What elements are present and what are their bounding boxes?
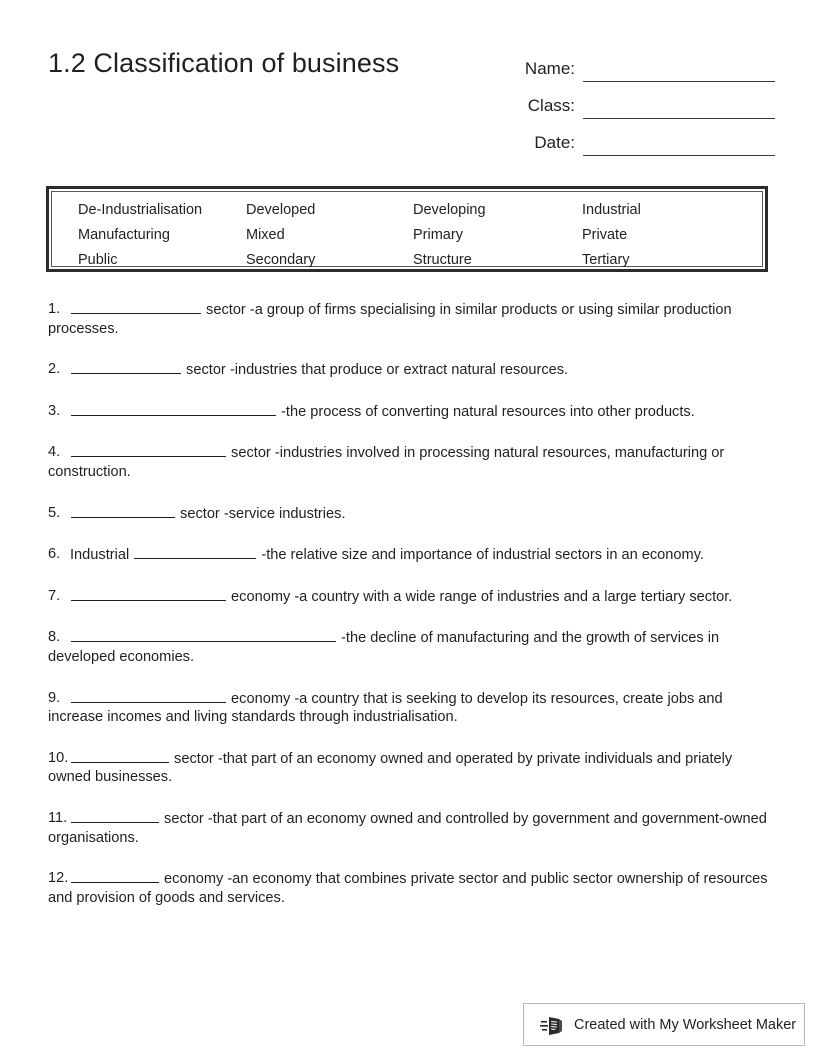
question-body — [48, 302, 732, 337]
date-field-label: Date: — [534, 133, 575, 152]
question-body — [48, 871, 768, 906]
word-bank-word: De-Industrialisation — [78, 202, 203, 218]
question-item — [48, 809, 770, 847]
question-text: sector -industries that produce or extract natural resources. — [182, 362, 569, 379]
question-text: economy -an economy that combines private sector and public sector ownership of resources and provision of goods and services. — [48, 871, 768, 906]
answer-blank[interactable] — [71, 443, 226, 457]
answer-blank[interactable] — [71, 587, 226, 601]
answer-blank[interactable] — [71, 809, 159, 823]
question-number: 1. — [48, 301, 61, 317]
date-field-row — [455, 119, 775, 156]
answer-blank[interactable] — [134, 545, 256, 559]
question-body — [48, 691, 723, 726]
question-number: 9. — [48, 689, 61, 706]
question-body — [48, 751, 732, 786]
class-field-label: Class: — [527, 96, 575, 115]
question-item — [48, 504, 770, 524]
name-field-label: Name: — [524, 59, 575, 78]
page-title: 1.2 Classification of business — [48, 48, 400, 78]
question-item — [48, 402, 770, 422]
question-item — [48, 689, 770, 727]
word-bank — [46, 186, 768, 272]
question-number: 12. — [48, 870, 69, 887]
name-field-row — [455, 45, 775, 82]
question-number: 7. — [48, 587, 61, 604]
question-body — [70, 362, 568, 378]
word-bank-word: Developed — [246, 202, 316, 218]
answer-blank[interactable] — [71, 360, 181, 374]
question-body — [70, 506, 346, 522]
word-bank-word: Private — [582, 227, 628, 243]
word-bank-word: Tertiary — [582, 252, 630, 268]
question-text: economy -a country with a wide range of industries and a large tertiary sector. — [227, 588, 733, 605]
answer-blank[interactable] — [71, 402, 276, 416]
word-bank-row — [52, 252, 762, 277]
question-lead-text: Industrial — [70, 547, 134, 564]
question-number: 6. — [48, 546, 61, 563]
question-number: 3. — [48, 402, 61, 419]
question-text: economy -a country that is seeking to develop its resources, create jobs and increase incomes and living standards through industrialisation. — [48, 690, 723, 726]
question-number: 11. — [48, 809, 68, 826]
student-info-fields — [455, 45, 775, 156]
word-bank-inner — [51, 191, 763, 267]
name-field-input[interactable] — [583, 56, 775, 82]
question-body — [48, 811, 767, 846]
worksheet-header — [0, 0, 816, 175]
word-bank-word: Manufacturing — [78, 227, 170, 243]
answer-blank[interactable] — [71, 689, 226, 703]
question-item — [48, 749, 770, 787]
question-number: 8. — [48, 629, 61, 646]
question-text: sector -that part of an economy owned and controlled by government and government-owned organisations. — [48, 810, 767, 846]
question-text: sector -that part of an economy owned and operated by private individuals and priately owned businesses. — [48, 750, 733, 786]
questions-list — [48, 300, 770, 929]
class-field-row — [455, 82, 775, 119]
question-number: 2. — [48, 361, 61, 378]
question-item — [48, 300, 770, 338]
word-bank-word: Industrial — [582, 202, 641, 218]
question-item — [48, 443, 770, 481]
question-item — [48, 360, 770, 380]
question-text: -the relative size and importance of industrial sectors in an economy. — [257, 547, 704, 564]
answer-blank[interactable] — [71, 504, 175, 518]
badge-label: Created with My Worksheet Maker — [574, 1016, 797, 1033]
word-bank-word: Primary — [413, 227, 463, 243]
question-number: 5. — [48, 504, 61, 521]
question-text: sector -a group of firms specialising in similar products or using similar production processes. — [48, 302, 732, 337]
question-text: -the process of converting natural resources into other products. — [277, 403, 695, 420]
question-item — [48, 628, 770, 666]
date-field-input[interactable] — [583, 130, 775, 156]
question-text: -the decline of manufacturing and the growth of services in developed economies. — [48, 630, 720, 665]
question-number: 10. — [48, 749, 69, 766]
answer-blank[interactable] — [71, 869, 159, 883]
question-body — [48, 630, 719, 665]
word-bank-word: Public — [78, 252, 118, 268]
word-bank-word: Structure — [413, 252, 472, 268]
question-number: 4. — [48, 444, 61, 461]
word-bank-word: Secondary — [246, 252, 316, 268]
question-item — [48, 545, 770, 565]
word-bank-row — [52, 202, 762, 227]
class-field-input[interactable] — [583, 93, 775, 119]
flying-page-icon — [540, 1012, 566, 1038]
word-bank-row — [52, 227, 762, 252]
question-body — [70, 547, 704, 563]
question-item — [48, 869, 770, 907]
answer-blank[interactable] — [71, 300, 201, 314]
word-bank-word: Developing — [413, 202, 486, 218]
answer-blank[interactable] — [71, 749, 169, 763]
question-body — [48, 445, 724, 480]
word-bank-word: Mixed — [246, 227, 285, 243]
question-item — [48, 587, 770, 607]
question-text: sector -industries involved in processing natural resources, manufacturing or construction. — [48, 445, 725, 480]
question-body — [70, 589, 732, 605]
question-text: sector -service industries. — [176, 505, 346, 522]
answer-blank[interactable] — [71, 628, 336, 642]
question-body — [70, 404, 695, 420]
created-with-badge[interactable] — [523, 1003, 805, 1046]
